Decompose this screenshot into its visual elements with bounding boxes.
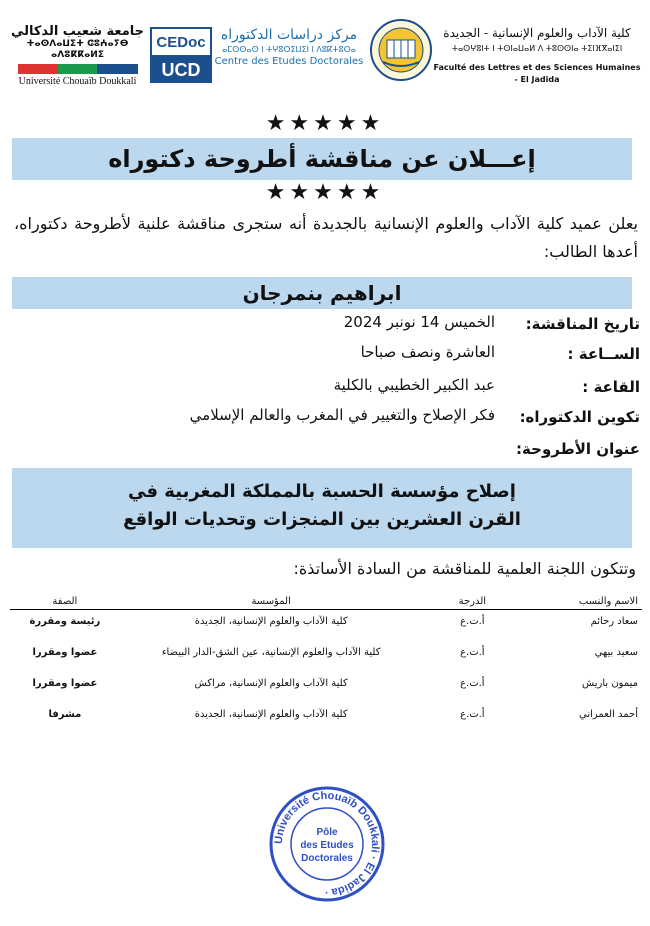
detail-date bbox=[100, 315, 640, 339]
student-name: ابراهيم بنمرجان bbox=[242, 281, 402, 305]
jury-grade: أ.ت.ع bbox=[460, 709, 485, 720]
detail-thesis-label bbox=[100, 440, 640, 464]
faculty-name-ar: كلية الآداب والعلوم الإنسانية - الجديدة bbox=[443, 26, 631, 40]
jury-institution: كلية الآداب والعلوم الإنسانية، الجديدة bbox=[194, 616, 348, 627]
table-row bbox=[10, 678, 642, 709]
univ-name-tifinagh: ⵜⴰⵙⴷⴰⵡⵉⵜ ⵛⵓⵄⴰⵢⴱ ⴰⴷⵓⴽⴽⴰⵍⵉ bbox=[26, 39, 129, 60]
detail-room bbox=[100, 378, 640, 402]
detail-value: العاشرة ونصف صباحا bbox=[360, 343, 495, 361]
jury-institution: كلية الآداب والعلوم الإنسانية، مراكش bbox=[194, 678, 348, 689]
announcement-title: إعـــلان عن مناقشة أطروحة دكتوراه bbox=[108, 145, 536, 173]
center-name-fr: Centre des Etudes Doctorales bbox=[214, 56, 364, 67]
jury-role: رئيسة ومقررة bbox=[29, 616, 101, 627]
jury-header-role: الصفة bbox=[10, 594, 120, 610]
univ-logo bbox=[10, 24, 145, 88]
jury-institution: كلية الآداب والعلوم الإنسانية، الجديدة bbox=[194, 709, 348, 720]
detail-value: الخميس 14 نونبر 2024 bbox=[343, 313, 495, 331]
jury-role: عضوا ومقررا bbox=[32, 647, 98, 658]
detail-label: القاعة : bbox=[582, 378, 640, 396]
univ-name-ar: جامعة شعيب الدكالي bbox=[10, 24, 145, 39]
stars-top: ★★★★★ bbox=[265, 111, 385, 136]
jury-header-institution: المؤسسة bbox=[120, 594, 423, 610]
jury-grade: أ.ت.ع bbox=[460, 616, 485, 627]
stamp-graphic bbox=[268, 785, 386, 903]
detail-program bbox=[60, 408, 640, 432]
univ-logo-bars bbox=[18, 64, 138, 74]
table-row bbox=[10, 610, 642, 648]
detail-label: تاريخ المناقشة: bbox=[525, 315, 640, 333]
intro-text: يعلن عميد كلية الآداب والعلوم الإنسانية بالجديدة أنه ستجرى مناقشة علنية لأطروحة دكتوراه، أعدها الطالب: bbox=[14, 214, 638, 261]
stamp-line3: Doctorales bbox=[301, 853, 353, 864]
faculty-emblem bbox=[369, 18, 433, 82]
jury-header-name: الاسم والنسب bbox=[522, 594, 642, 610]
cedoc-text: CEDoc bbox=[150, 27, 212, 57]
jury-name: سعيد بيهي bbox=[594, 647, 638, 658]
faculty-logo bbox=[432, 24, 642, 86]
table-row bbox=[10, 709, 642, 740]
thesis-title-line1: إصلاح مؤسسة الحسبة بالمملكة المغربية في bbox=[128, 481, 516, 502]
jury-name: سعاد رحائم bbox=[590, 616, 638, 627]
detail-label: تكوين الدكتوراه: bbox=[519, 408, 640, 426]
detail-value: عبد الكبير الخطيبي بالكلية bbox=[333, 376, 495, 394]
jury-grade: أ.ت.ع bbox=[460, 647, 485, 658]
detail-label: عنوان الأطروحة: bbox=[516, 440, 640, 458]
center-name-tifinagh: ⴰⵎⵙⵙⴰⵙ ⵏ ⵜⵖⵓⵔⵉⵡⵉⵏ ⵏ ⴷⵓⴽⵜⵓⵔⴰ bbox=[222, 45, 356, 54]
jury-grade: أ.ت.ع bbox=[460, 678, 485, 689]
jury-role: مشرفا bbox=[48, 709, 82, 720]
stamp-line1: Pôle bbox=[316, 827, 338, 838]
jury-table bbox=[10, 594, 642, 740]
center-name-ar: مركز دراسات الدكتوراه bbox=[220, 27, 358, 43]
detail-value: فكر الإصلاح والتغيير في المغرب والعالم الإسلامي bbox=[189, 406, 495, 424]
jury-name: ميمون باريش bbox=[581, 678, 638, 689]
ucd-text: UCD bbox=[150, 57, 212, 83]
table-row bbox=[10, 647, 642, 678]
detail-label: الســاعة : bbox=[567, 345, 640, 363]
stars-bottom: ★★★★★ bbox=[265, 180, 385, 205]
faculty-name-tifinagh: ⵜⴰⵙⵖⵓⵏⵜ ⵏ ⵜⵙⵏⴰⵡⴰⵍ ⴷ ⵜⵓⵙⵙⵏⴰ ⵜⵉⵏⴼⴳⴰⵏⵉⵏ bbox=[451, 44, 623, 53]
jury-intro: وتتكون اللجنة العلمية للمناقشة من السادة الأساتذة: bbox=[293, 559, 636, 578]
center-logo bbox=[214, 26, 364, 68]
jury-institution: كلية الآداب والعلوم الإنسانية، عين الشق-الدار البيضاء bbox=[161, 647, 381, 658]
stamp-line2: des Etudes bbox=[300, 840, 354, 851]
detail-time bbox=[100, 345, 640, 369]
cedoc-logo bbox=[150, 27, 212, 83]
stamp-outer-text: Université Chouaïb Doukkali · El Jadida · bbox=[272, 789, 382, 899]
faculty-name-fr: Faculté des Lettres et des Sciences Humaines - El Jadida bbox=[433, 63, 641, 84]
jury-role: عضوا ومقررا bbox=[32, 678, 98, 689]
jury-header-row bbox=[10, 594, 642, 610]
jury-header-grade: الدرجة bbox=[423, 594, 523, 610]
official-stamp bbox=[268, 785, 386, 903]
univ-name-fr: Université Chouaïb Doukkali bbox=[18, 76, 137, 87]
thesis-title-line2: القرن العشرين بين المنجزات وتحديات الواقع bbox=[123, 509, 521, 530]
jury-name: أحمد العمراني bbox=[578, 709, 638, 720]
